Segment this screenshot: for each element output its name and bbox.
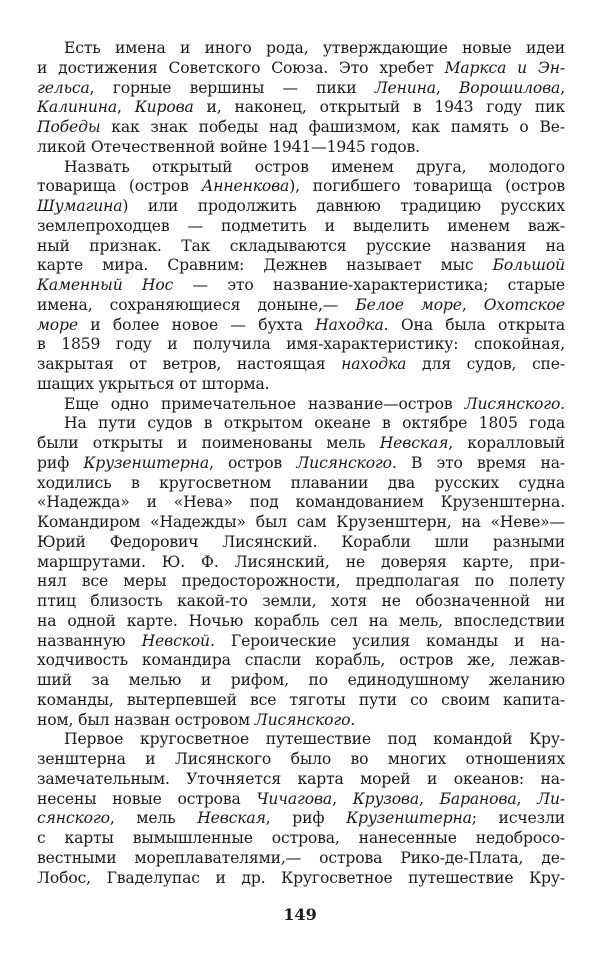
text-run: нял все меры предосторожности, предполагая по полету (37, 572, 565, 591)
text-run: вестными мореплавателями,— острова Рико-де-Плата, де- (37, 848, 565, 867)
text-line (37, 711, 565, 731)
text-run: , (419, 789, 440, 808)
text-run: маршрутами. Ю. Ф. Лисянский, не доверяя карте, при- (37, 552, 565, 571)
text-line (37, 513, 565, 533)
italic-name: Лисянского (296, 453, 392, 472)
text-run: «Надежда» и «Нева» под командованием Крузенштерна. (37, 493, 565, 512)
text-line (37, 691, 565, 711)
text-line (37, 414, 565, 434)
italic-name: Крузенштерна (83, 453, 210, 472)
text-run: Еще одно примечательное название—остров (64, 394, 465, 413)
italic-name: Белое море (355, 295, 462, 314)
text-run: несены новые острова (37, 789, 257, 808)
text-line (37, 316, 565, 336)
text-run: ший за мелью и рифом, по единодушному желанию (37, 671, 565, 689)
text-line (37, 869, 565, 889)
italic-name: Большой (492, 256, 565, 275)
text-line (37, 553, 565, 573)
text-line (37, 474, 565, 494)
text-line (37, 770, 565, 790)
text-line (37, 395, 565, 415)
italic-name: гельса (37, 78, 90, 97)
text-run: , (332, 789, 353, 808)
italic-name: Ленина (374, 78, 436, 97)
text-run: ходчивость командира спасли корабль, остров же, лежав- (37, 651, 565, 670)
text-run: . (560, 394, 565, 413)
text-run: . (350, 710, 356, 729)
text-run: Назвать открытый остров именем друга, молодого (64, 157, 565, 176)
text-run: товарища (остров (37, 177, 202, 196)
text-line (37, 750, 565, 770)
italic-name: Находка (315, 315, 384, 334)
text-run: шащих укрыться от шторма. (37, 374, 270, 393)
text-run: закрытая от ветров, настоящая (37, 355, 342, 373)
text-run: , горные вершины — пики (89, 78, 375, 97)
italic-name: Крузенштерна (346, 809, 472, 828)
text-run: , коралловый (448, 434, 565, 452)
text-run: замечательным. Уточняется карта морей и океанов: на- (37, 769, 565, 788)
text-line (37, 59, 565, 79)
text-line (37, 493, 565, 513)
text-run: как знак победы над фашизмом, как память о Ве- (100, 118, 565, 136)
text-run: ном, был назван островом (37, 710, 255, 729)
text-line (37, 138, 565, 158)
text-line (37, 158, 565, 178)
italic-name: Чичагова (256, 789, 333, 808)
italic-name: Кирова (134, 98, 194, 117)
text-line (37, 296, 565, 316)
italic-name: Невская (197, 809, 266, 828)
text-run: имена, сохраняющиеся доныне,— (37, 295, 356, 314)
page-number: 149 (283, 905, 317, 924)
text-run: на одной карте. Ночью корабль сел на мель, впоследствии (37, 611, 565, 630)
text-run: для судов, спе- (406, 355, 565, 373)
text-run: Юрий Федорович Лисянский. Корабли шли разными (37, 532, 565, 551)
italic-name: Шумагина (37, 197, 123, 215)
text-run: ликой Отечественной войне 1941—1945 годов. (37, 137, 420, 156)
text-line (37, 454, 565, 474)
text-line (37, 177, 565, 197)
text-run: риф (37, 453, 84, 472)
text-run: , (516, 789, 538, 808)
text-line (37, 572, 565, 592)
text-run: ; исчезли (471, 809, 565, 828)
text-run: и более новое — бухта (77, 315, 316, 334)
italic-name: Невской (141, 631, 210, 650)
text-line (37, 256, 565, 276)
text-line (37, 790, 565, 810)
text-line (37, 237, 565, 257)
text-line (37, 612, 565, 632)
text-line (37, 197, 565, 217)
text-run: , риф (265, 809, 347, 828)
text-run: . Она была открыта (383, 315, 565, 334)
text-run: , (117, 98, 135, 117)
text-line (37, 849, 565, 869)
text-run: Лобос, Гваделупас и др. Кругосветное путешествие Кру- (37, 868, 565, 887)
text-line (37, 809, 565, 829)
text-run: были открыты и поименованы мель (37, 434, 380, 452)
text-run: Первое кругосветное путешествие под командой Кру- (64, 730, 565, 749)
text-run: Есть имена и иного рода, утверждающие новые идеи (64, 39, 565, 57)
text-run: , (461, 295, 484, 314)
text-line (37, 533, 565, 553)
text-run: зенштерна и Лисянского было во многих отношениях (37, 750, 565, 768)
text-run: и достижения Советского Союза. Это хребет (37, 58, 445, 77)
italic-name: море (37, 315, 78, 334)
text-run: На пути судов в открытом океане в октябре 1805 года (64, 414, 565, 433)
text-run: с карты вымышленные острова, нанесенные недобросо- (37, 829, 565, 847)
text-run: ), погибшего товарища (остров (289, 177, 565, 196)
text-line (37, 355, 565, 375)
text-run: , (560, 78, 565, 97)
text-line (37, 829, 565, 849)
italic-name: Калинина (37, 98, 118, 117)
text-line (37, 39, 565, 59)
italic-name: Ворошилова (458, 78, 561, 97)
italic-name: Ли- (537, 789, 565, 808)
italic-name: Крузова (352, 789, 419, 808)
text-line (37, 434, 565, 454)
text-run: ный признак. Так складываются русские названия на (37, 236, 565, 255)
text-run: , мель (109, 809, 198, 828)
text-run: команды, вытерпевшей все тяготы пути со своим капита- (37, 690, 565, 709)
text-line (37, 217, 565, 237)
italic-name: Охотское (483, 295, 565, 314)
italic-name: Баранова (439, 789, 517, 808)
text-line (37, 276, 565, 296)
text-run: ходились в кругосветном плавании два русских судна (37, 473, 565, 492)
text-line (37, 632, 565, 652)
italic-name: Каменный Нос (37, 276, 174, 294)
text-run: , (435, 78, 459, 97)
text-line (37, 651, 565, 671)
text-run: ) или продолжить давнюю традицию русских (122, 197, 565, 215)
italic-name: Победы (37, 118, 101, 136)
italic-name: Лисянского (464, 394, 561, 413)
text-run: Командиром «Надежды» был сам Крузенштерн, на «Неве»— (37, 513, 565, 531)
text-run: карте мира. Сравним: Дежнев называет мыс (37, 256, 493, 275)
text-line (37, 79, 565, 99)
text-line (37, 98, 565, 118)
text-line (37, 118, 565, 138)
text-line (37, 592, 565, 612)
text-line (37, 335, 565, 355)
text-run: . Героические усилия команды и на- (209, 631, 565, 650)
italic-name: Невская (379, 434, 449, 452)
text-run: названную (37, 631, 142, 650)
italic-name: сянского (37, 809, 110, 828)
text-run: в 1859 году и получила имя-характеристику: спокойная, (37, 335, 565, 354)
page-body (37, 39, 565, 888)
text-run: и, наконец, открытый в 1943 году пик (193, 98, 565, 117)
text-line (37, 671, 565, 691)
text-run: — это название-характеристика; старые (173, 276, 566, 294)
text-run: . В это время на- (391, 453, 565, 472)
text-run: , остров (209, 453, 297, 472)
text-line (37, 730, 565, 750)
italic-name: Анненкова (201, 177, 290, 196)
italic-name: находка (341, 355, 407, 373)
text-run: землепроходцев — подметить и выделить именем важ- (37, 216, 565, 235)
italic-name: Маркса и Эн- (444, 58, 565, 77)
text-run: птиц близость какой-то земли, хотя не обозначенной ни (37, 592, 565, 610)
italic-name: Лисянского (254, 710, 351, 729)
text-line (37, 375, 565, 395)
